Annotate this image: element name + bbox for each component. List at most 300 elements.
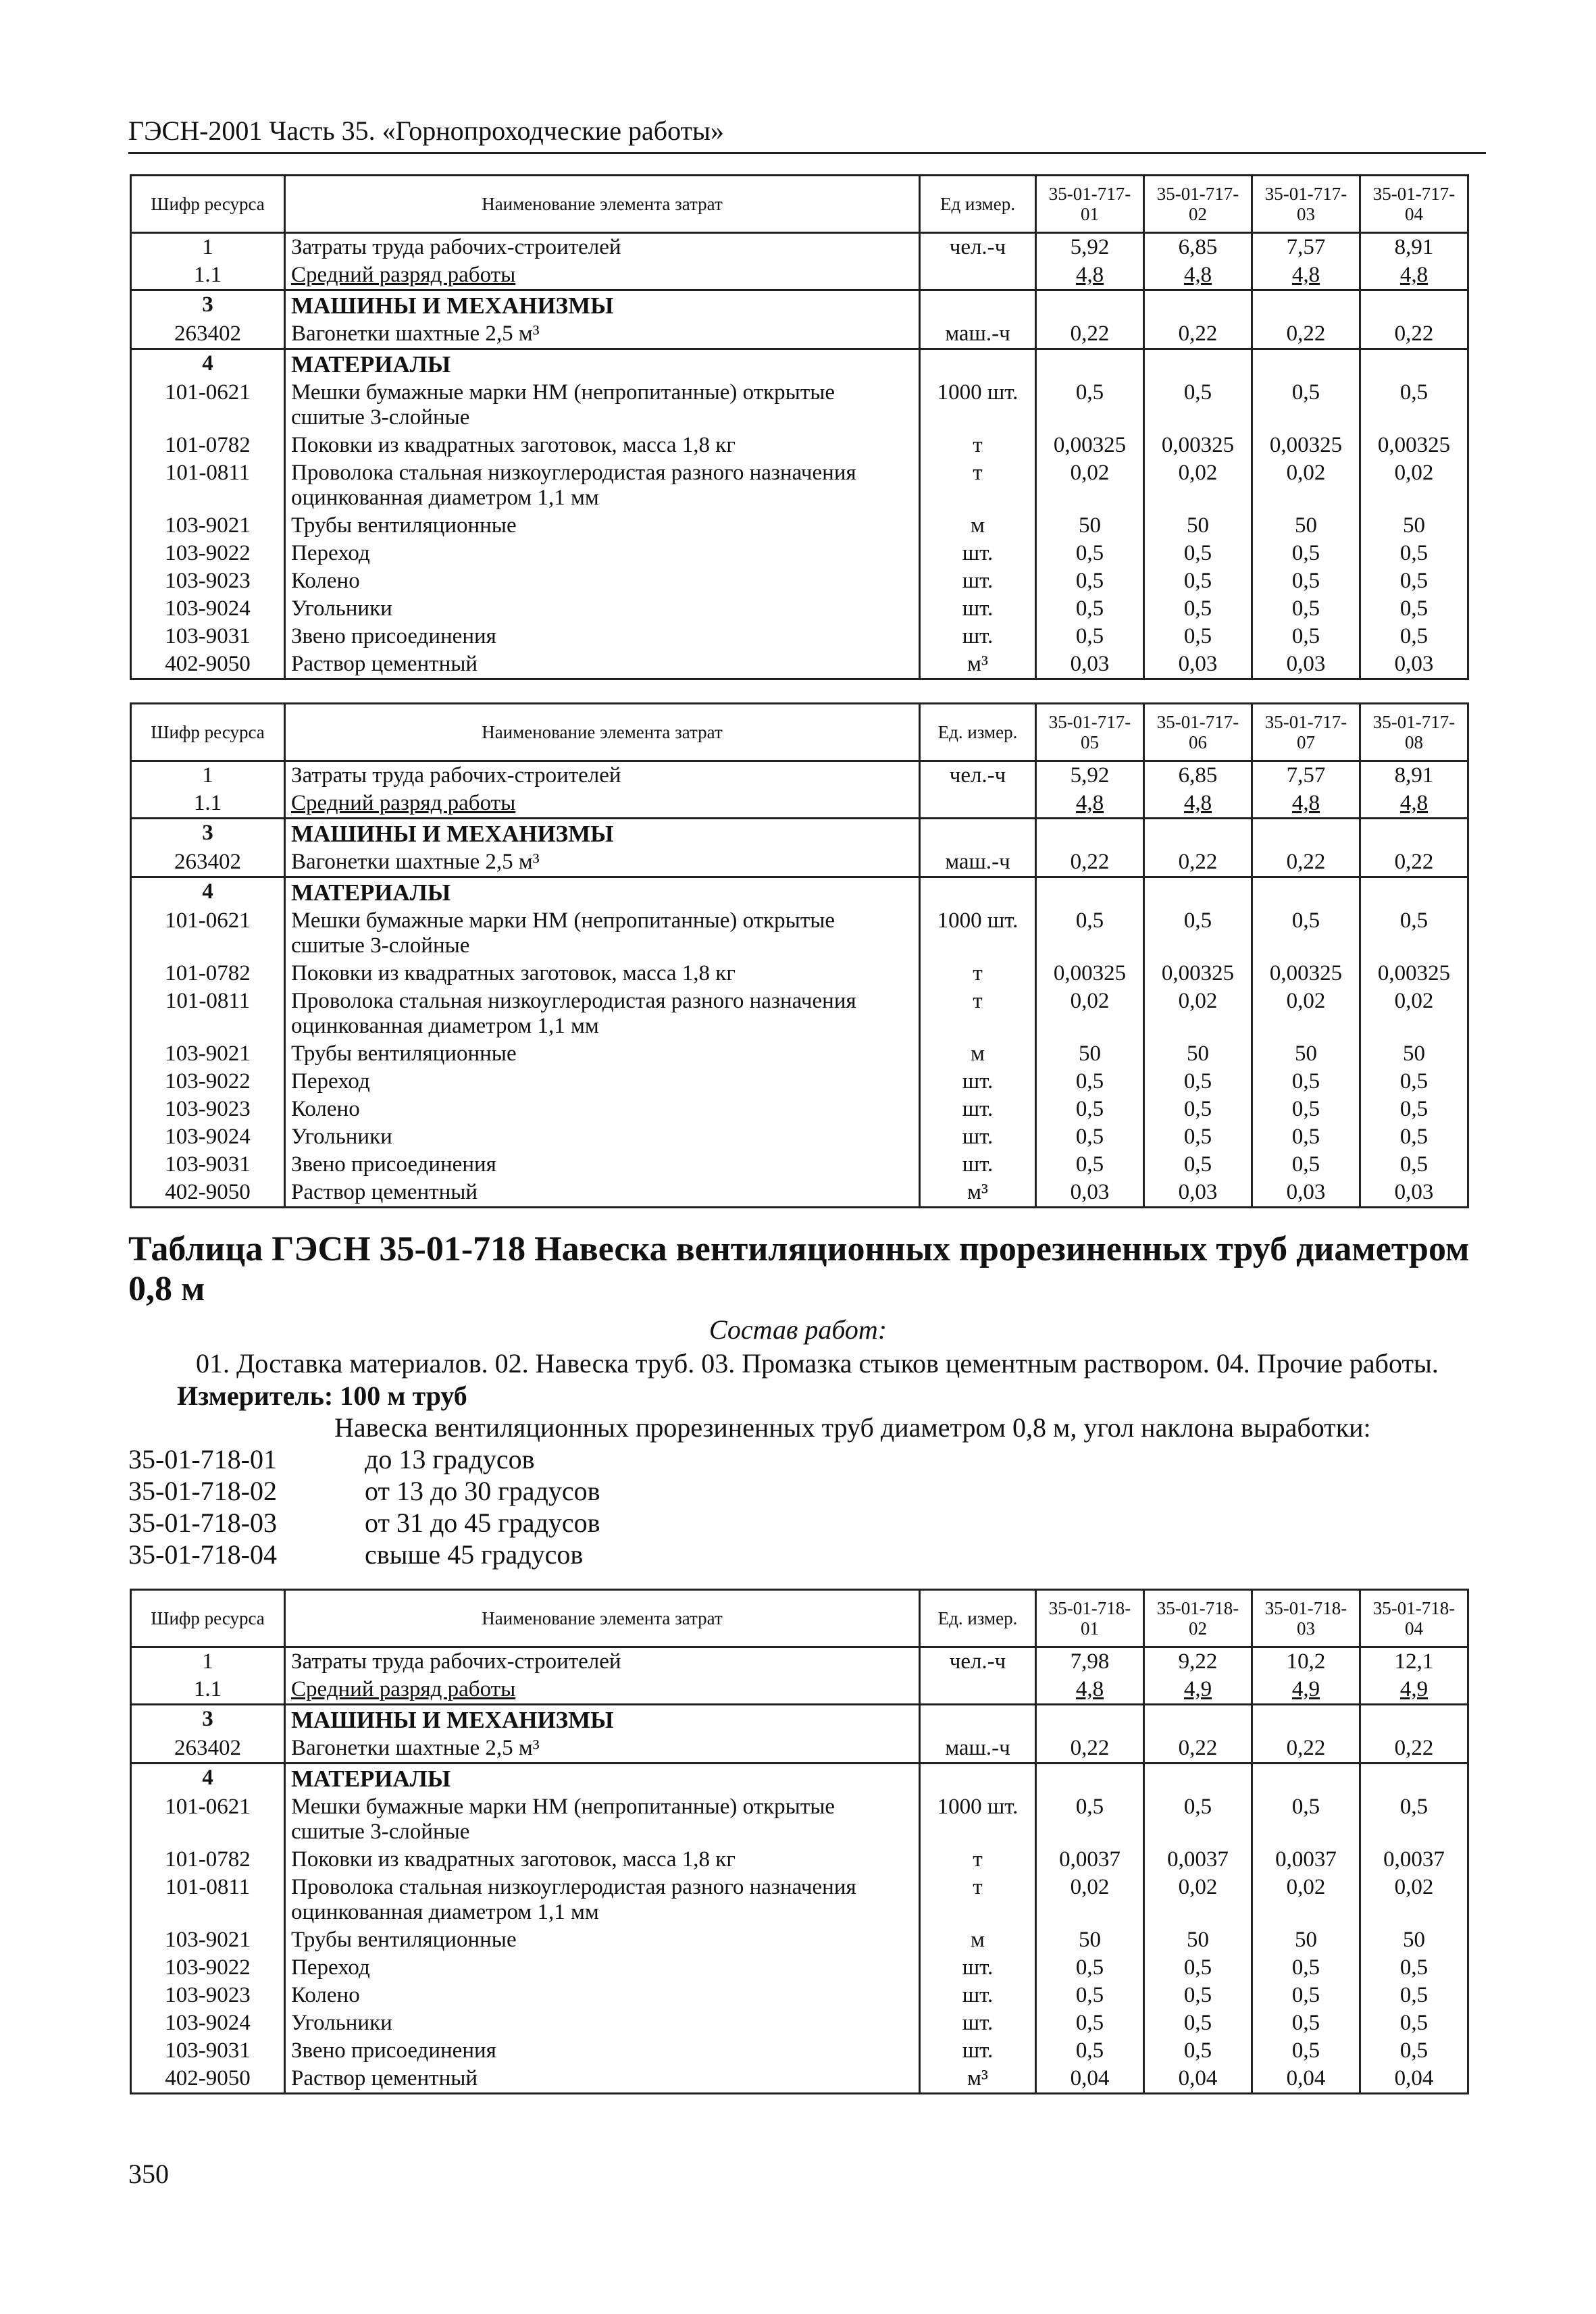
resource-unit: шт. (920, 1096, 1036, 1123)
table-row (131, 459, 1468, 512)
resource-unit (920, 349, 1036, 380)
table-row (131, 1647, 1468, 1676)
resource-value: 0,00325 (1144, 432, 1252, 459)
variant-item (128, 1443, 535, 1475)
resource-value: 0,5 (1252, 1982, 1360, 2009)
resource-value: 0,5 (1252, 623, 1360, 650)
resource-value: 7,98 (1036, 1647, 1144, 1676)
resource-value (1252, 349, 1360, 380)
resource-value: 0,22 (1360, 1734, 1468, 1763)
resource-value: 9,22 (1144, 1647, 1252, 1676)
resource-unit: м³ (920, 1179, 1036, 1207)
resource-value: 4,8 (1360, 261, 1468, 290)
resource-value: 0,00325 (1252, 432, 1360, 459)
resource-code: 1.1 (131, 1676, 285, 1704)
resource-value: 0,5 (1036, 1793, 1144, 1846)
resource-value: 50 (1252, 1040, 1360, 1068)
works-composition-label: Состав работ: (709, 1314, 887, 1345)
resource-name: МАШИНЫ И МЕХАНИЗМЫ (285, 290, 920, 320)
resource-value: 0,02 (1036, 987, 1144, 1040)
resource-unit (920, 1676, 1036, 1704)
table-row (131, 761, 1468, 790)
table-row (131, 1734, 1468, 1763)
resource-name: Раствор цементный (285, 2065, 920, 2093)
table-row (131, 567, 1468, 595)
col-header-variant: 35-01-718-01 (1036, 1590, 1144, 1647)
col-header-variant: 35-01-718-03 (1252, 1590, 1360, 1647)
resource-value: 0,5 (1144, 1793, 1252, 1846)
resource-unit: шт. (920, 567, 1036, 595)
resource-code: 263402 (131, 1734, 285, 1763)
variants-intro: Навеска вентиляционных прорезиненных труб диаметром 0,8 м, угол наклона выработки: (334, 1412, 1371, 1443)
page-number: 350 (128, 2159, 169, 2189)
resource-name: Звено присоединения (285, 2037, 920, 2065)
resource-value: 0,22 (1252, 848, 1360, 877)
col-header-variant: 35-01-717-04 (1360, 176, 1468, 233)
resource-name: Вагонетки шахтные 2,5 м³ (285, 320, 920, 349)
resource-code: 103-9023 (131, 1096, 285, 1123)
resource-value: 0,5 (1036, 2037, 1144, 2065)
resource-value: 0,22 (1144, 320, 1252, 349)
resource-value: 0,5 (1360, 540, 1468, 567)
resource-value: 5,92 (1036, 761, 1144, 790)
table-row (131, 1096, 1468, 1123)
resource-value: 4,8 (1252, 261, 1360, 290)
resource-value: 0,00325 (1144, 960, 1252, 987)
resource-code: 402-9050 (131, 650, 285, 679)
table-row (131, 1040, 1468, 1068)
resource-value: 0,0037 (1036, 1846, 1144, 1874)
resource-value: 0,5 (1360, 595, 1468, 623)
resource-code: 103-9023 (131, 567, 285, 595)
table-row (131, 623, 1468, 650)
resource-value: 0,5 (1360, 1982, 1468, 2009)
table-row (131, 2009, 1468, 2037)
variant-code: 35-01-718-04 (128, 1539, 277, 1570)
resource-name: МАТЕРИАЛЫ (285, 1764, 920, 1794)
resource-value: 50 (1144, 1040, 1252, 1068)
resource-value: 0,5 (1252, 567, 1360, 595)
resource-code: 101-0621 (131, 379, 285, 432)
resource-value: 0,5 (1360, 2009, 1468, 2037)
resource-value (1360, 877, 1468, 908)
table-row (131, 1954, 1468, 1982)
resource-value (1036, 877, 1144, 908)
table-row (131, 877, 1468, 908)
col-header-name: Наименование элемента затрат (285, 1590, 920, 1647)
resource-code: 3 (131, 818, 285, 848)
resource-value: 0,5 (1036, 540, 1144, 567)
resource-value: 0,5 (1360, 2037, 1468, 2065)
resource-value: 50 (1360, 1926, 1468, 1954)
col-header-variant: 35-01-717-03 (1252, 176, 1360, 233)
resource-value (1252, 1764, 1360, 1794)
table-row (131, 320, 1468, 349)
resource-name: Трубы вентиляционные (285, 1926, 920, 1954)
resource-value: 0,22 (1036, 320, 1144, 349)
resource-value: 0,5 (1144, 1096, 1252, 1123)
table-row (131, 1926, 1468, 1954)
resource-value (1252, 1704, 1360, 1734)
table-row (131, 1179, 1468, 1207)
table-body (131, 233, 1468, 679)
page-header: ГЭСН-2001 Часть 35. «Горнопроходческие работы» (128, 115, 1486, 154)
resource-value: 0,5 (1360, 1793, 1468, 1846)
resource-unit (920, 261, 1036, 290)
resource-unit: шт. (920, 1982, 1036, 2009)
resource-value: 0,5 (1036, 1096, 1144, 1123)
resource-value: 0,5 (1252, 907, 1360, 960)
col-header-variant: 35-01-717-01 (1036, 176, 1144, 233)
resource-unit: чел.-ч (920, 761, 1036, 790)
col-header-code: Шифр ресурса (131, 1590, 285, 1647)
resource-name: Средний разряд работы (285, 1676, 920, 1704)
table-row (131, 290, 1468, 320)
resource-value: 4,8 (1144, 261, 1252, 290)
resource-unit: 1000 шт. (920, 379, 1036, 432)
resource-name: Колено (285, 567, 920, 595)
resource-code: 1.1 (131, 790, 285, 818)
table-row (131, 379, 1468, 432)
resource-value: 0,02 (1144, 459, 1252, 512)
resource-code: 1.1 (131, 261, 285, 290)
resource-table-718 (130, 1589, 1469, 2094)
resource-value: 0,02 (1360, 987, 1468, 1040)
resource-value: 0,22 (1036, 1734, 1144, 1763)
resource-value (1144, 290, 1252, 320)
variant-item (128, 1539, 583, 1570)
resource-unit (920, 290, 1036, 320)
resource-unit: шт. (920, 540, 1036, 567)
resource-unit: т (920, 1846, 1036, 1874)
resource-unit: т (920, 432, 1036, 459)
resource-value: 8,91 (1360, 233, 1468, 261)
resource-value: 0,03 (1360, 650, 1468, 679)
resource-code: 103-9031 (131, 1151, 285, 1179)
table-row (131, 261, 1468, 290)
resource-value: 0,5 (1252, 379, 1360, 432)
variant-code: 35-01-718-02 (128, 1476, 277, 1506)
variant-item (128, 1507, 600, 1539)
resource-unit: шт. (920, 2037, 1036, 2065)
table-row (131, 987, 1468, 1040)
col-header-variant: 35-01-717-02 (1144, 176, 1252, 233)
resource-code: 402-9050 (131, 1179, 285, 1207)
resource-value: 0,5 (1360, 623, 1468, 650)
table-row (131, 907, 1468, 960)
table-body (131, 1647, 1468, 2094)
variant-text: до 13 градусов (365, 1444, 535, 1474)
resource-value: 0,03 (1036, 1179, 1144, 1207)
resource-name: МАШИНЫ И МЕХАНИЗМЫ (285, 1704, 920, 1734)
table-row (131, 1123, 1468, 1151)
resource-value: 50 (1360, 512, 1468, 540)
resource-value: 0,22 (1036, 848, 1144, 877)
table-row (131, 595, 1468, 623)
resource-code: 101-0811 (131, 987, 285, 1040)
table-row (131, 1151, 1468, 1179)
resource-value: 7,57 (1252, 761, 1360, 790)
resource-value: 0,0037 (1252, 1846, 1360, 1874)
resource-value: 0,22 (1252, 1734, 1360, 1763)
resource-value: 0,5 (1252, 595, 1360, 623)
resource-unit: м³ (920, 650, 1036, 679)
col-header-variant: 35-01-717-08 (1360, 704, 1468, 761)
resource-name: Раствор цементный (285, 650, 920, 679)
resource-value: 50 (1252, 1926, 1360, 1954)
table-row (131, 1704, 1468, 1734)
resource-value: 0,22 (1144, 1734, 1252, 1763)
table-row (131, 1874, 1468, 1926)
resource-name: Затраты труда рабочих-строителей (285, 1647, 920, 1676)
resource-value: 0,5 (1036, 1123, 1144, 1151)
resource-value: 50 (1360, 1040, 1468, 1068)
col-header-code: Шифр ресурса (131, 704, 285, 761)
resource-code: 101-0621 (131, 907, 285, 960)
resource-unit: м (920, 1926, 1036, 1954)
table-row (131, 650, 1468, 679)
resource-value: 0,5 (1144, 2037, 1252, 2065)
resource-name: Звено присоединения (285, 623, 920, 650)
resource-value: 10,2 (1252, 1647, 1360, 1676)
resource-unit (920, 1704, 1036, 1734)
resource-value: 0,5 (1036, 1982, 1144, 2009)
col-header-unit: Ед. измер. (920, 1590, 1036, 1647)
table-row (131, 512, 1468, 540)
resource-unit: т (920, 987, 1036, 1040)
resource-name: Поковки из квадратных заготовок, масса 1,8 кг (285, 1846, 920, 1874)
resource-value: 0,5 (1252, 2009, 1360, 2037)
table-header-row (131, 704, 1468, 761)
resource-code: 4 (131, 877, 285, 908)
resource-name: Раствор цементный (285, 1179, 920, 1207)
resource-unit: т (920, 1874, 1036, 1926)
resource-name: Поковки из квадратных заготовок, масса 1,8 кг (285, 960, 920, 987)
resource-code: 103-9024 (131, 2009, 285, 2037)
resource-code: 101-0621 (131, 1793, 285, 1846)
table-header-row (131, 1590, 1468, 1647)
col-header-unit: Ед измер. (920, 176, 1036, 233)
resource-value: 0,5 (1360, 1151, 1468, 1179)
resource-name: Вагонетки шахтные 2,5 м³ (285, 848, 920, 877)
resource-value: 0,5 (1252, 1123, 1360, 1151)
resource-value: 0,5 (1144, 2009, 1252, 2037)
resource-name: МАШИНЫ И МЕХАНИЗМЫ (285, 818, 920, 848)
col-header-variant: 35-01-718-04 (1360, 1590, 1468, 1647)
resource-value (1252, 290, 1360, 320)
resource-unit (920, 818, 1036, 848)
resource-unit: т (920, 459, 1036, 512)
resource-value: 0,03 (1036, 650, 1144, 679)
resource-value: 0,00325 (1036, 432, 1144, 459)
resource-name: Поковки из квадратных заготовок, масса 1,8 кг (285, 432, 920, 459)
resource-value: 0,00325 (1252, 960, 1360, 987)
resource-value: 0,02 (1252, 987, 1360, 1040)
resource-code: 103-9022 (131, 1068, 285, 1096)
table-row (131, 960, 1468, 987)
resource-value (1360, 290, 1468, 320)
resource-value: 0,0037 (1144, 1846, 1252, 1874)
resource-value: 0,5 (1252, 2037, 1360, 2065)
resource-unit: 1000 шт. (920, 907, 1036, 960)
resource-value: 0,5 (1252, 1793, 1360, 1846)
resource-value: 0,03 (1252, 1179, 1360, 1207)
resource-unit: м (920, 512, 1036, 540)
resource-value (1144, 349, 1252, 380)
resource-name: Колено (285, 1096, 920, 1123)
resource-unit: маш.-ч (920, 320, 1036, 349)
resource-value: 0,22 (1252, 320, 1360, 349)
variant-text: от 31 до 45 градусов (365, 1508, 600, 1538)
resource-value: 0,5 (1144, 1954, 1252, 1982)
resource-value: 0,04 (1360, 2065, 1468, 2093)
table-row (131, 1793, 1468, 1846)
resource-code: 103-9021 (131, 512, 285, 540)
works-list: 01. Доставка материалов. 02. Навеска труб. 03. Промазка стыков цементным раствором. 04. Прочие работы. (196, 1348, 1439, 1379)
resource-value: 0,5 (1144, 379, 1252, 432)
resource-value: 5,92 (1036, 233, 1144, 261)
resource-value (1252, 818, 1360, 848)
resource-value: 0,5 (1036, 1068, 1144, 1096)
resource-name: Мешки бумажные марки НМ (непропитанные) открытые сшитые 3-слойные (285, 379, 920, 432)
resource-code: 103-9031 (131, 2037, 285, 2065)
resource-value: 0,02 (1360, 459, 1468, 512)
resource-value (1252, 877, 1360, 908)
resource-name: Проволока стальная низкоуглеродистая разного назначения оцинкованная диаметром 1,1 мм (285, 1874, 920, 1926)
resource-value: 0,04 (1144, 2065, 1252, 2093)
resource-code: 263402 (131, 848, 285, 877)
resource-value: 0,02 (1036, 1874, 1144, 1926)
resource-code: 3 (131, 290, 285, 320)
resource-name: Средний разряд работы (285, 261, 920, 290)
resource-unit (920, 877, 1036, 908)
resource-value: 0,5 (1144, 623, 1252, 650)
resource-name: Переход (285, 540, 920, 567)
resource-value: 0,03 (1144, 1179, 1252, 1207)
resource-value (1144, 818, 1252, 848)
resource-name: Мешки бумажные марки НМ (непропитанные) открытые сшитые 3-слойные (285, 907, 920, 960)
resource-value: 0,02 (1360, 1874, 1468, 1926)
resource-value: 0,5 (1036, 907, 1144, 960)
resource-code: 103-9021 (131, 1040, 285, 1068)
resource-value: 0,5 (1144, 567, 1252, 595)
resource-value: 4,8 (1360, 790, 1468, 818)
resource-value: 0,5 (1144, 907, 1252, 960)
resource-value: 7,57 (1252, 233, 1360, 261)
resource-code: 101-0782 (131, 960, 285, 987)
resource-value: 0,5 (1144, 1123, 1252, 1151)
resource-value: 50 (1036, 1040, 1144, 1068)
resource-value: 0,02 (1144, 987, 1252, 1040)
resource-value: 50 (1144, 512, 1252, 540)
resource-value: 50 (1252, 512, 1360, 540)
resource-code: 101-0782 (131, 1846, 285, 1874)
resource-value (1360, 349, 1468, 380)
resource-unit: 1000 шт. (920, 1793, 1036, 1846)
resource-name: Угольники (285, 595, 920, 623)
resource-value: 0,22 (1360, 320, 1468, 349)
resource-unit: шт. (920, 1954, 1036, 1982)
variant-text: от 13 до 30 градусов (365, 1476, 600, 1506)
table-row (131, 1676, 1468, 1704)
resource-code: 103-9024 (131, 595, 285, 623)
resource-code: 4 (131, 349, 285, 380)
resource-value: 0,5 (1252, 1151, 1360, 1179)
resource-value: 0,5 (1252, 1096, 1360, 1123)
resource-value: 0,5 (1360, 1096, 1468, 1123)
resource-code: 101-0782 (131, 432, 285, 459)
resource-value: 50 (1036, 1926, 1144, 1954)
resource-value: 6,85 (1144, 761, 1252, 790)
resource-value: 4,9 (1144, 1676, 1252, 1704)
resource-value: 0,22 (1144, 848, 1252, 877)
resource-value: 0,5 (1360, 1068, 1468, 1096)
resource-value: 0,5 (1036, 595, 1144, 623)
resource-value (1360, 1704, 1468, 1734)
table-body (131, 761, 1468, 1208)
resource-value: 0,5 (1144, 1982, 1252, 2009)
resource-unit: шт. (920, 595, 1036, 623)
resource-name: МАТЕРИАЛЫ (285, 877, 920, 908)
resource-unit: м³ (920, 2065, 1036, 2093)
resource-unit: шт. (920, 2009, 1036, 2037)
resource-value: 0,04 (1252, 2065, 1360, 2093)
resource-name: Затраты труда рабочих-строителей (285, 761, 920, 790)
table-header-row (131, 176, 1468, 233)
resource-value: 0,5 (1036, 2009, 1144, 2037)
resource-value: 0,5 (1036, 623, 1144, 650)
resource-code: 103-9022 (131, 1954, 285, 1982)
table-row (131, 848, 1468, 877)
resource-value: 0,03 (1144, 650, 1252, 679)
resource-name: Колено (285, 1982, 920, 2009)
table-row (131, 1068, 1468, 1096)
resource-name: Вагонетки шахтные 2,5 м³ (285, 1734, 920, 1763)
resource-name: Мешки бумажные марки НМ (непропитанные) открытые сшитые 3-слойные (285, 1793, 920, 1846)
resource-unit (920, 790, 1036, 818)
col-header-unit: Ед. измер. (920, 704, 1036, 761)
resource-value: 0,5 (1144, 1151, 1252, 1179)
col-header-name: Наименование элемента затрат (285, 176, 920, 233)
resource-value: 0,5 (1360, 1954, 1468, 1982)
resource-unit: шт. (920, 1151, 1036, 1179)
resource-value (1036, 349, 1144, 380)
resource-name: Проволока стальная низкоуглеродистая разного назначения оцинкованная диаметром 1,1 мм (285, 459, 920, 512)
resource-code: 101-0811 (131, 459, 285, 512)
resource-code: 1 (131, 1647, 285, 1676)
resource-unit: шт. (920, 1068, 1036, 1096)
resource-value: 0,02 (1252, 459, 1360, 512)
resource-value: 0,04 (1036, 2065, 1144, 2093)
resource-name: Звено присоединения (285, 1151, 920, 1179)
resource-value: 12,1 (1360, 1647, 1468, 1676)
resource-code: 1 (131, 761, 285, 790)
variant-item (128, 1475, 600, 1507)
measure-unit: Измеритель: 100 м труб (177, 1381, 467, 1411)
variant-code: 35-01-718-03 (128, 1508, 277, 1538)
resource-code: 3 (131, 1704, 285, 1734)
resource-value: 0,5 (1036, 1954, 1144, 1982)
resource-value: 0,5 (1252, 540, 1360, 567)
resource-value: 4,8 (1036, 261, 1144, 290)
resource-name: Переход (285, 1954, 920, 1982)
resource-name: Переход (285, 1068, 920, 1096)
resource-value: 4,8 (1252, 790, 1360, 818)
table-row (131, 2037, 1468, 2065)
table-row (131, 432, 1468, 459)
resource-value: 50 (1144, 1926, 1252, 1954)
resource-value: 4,8 (1036, 1676, 1144, 1704)
